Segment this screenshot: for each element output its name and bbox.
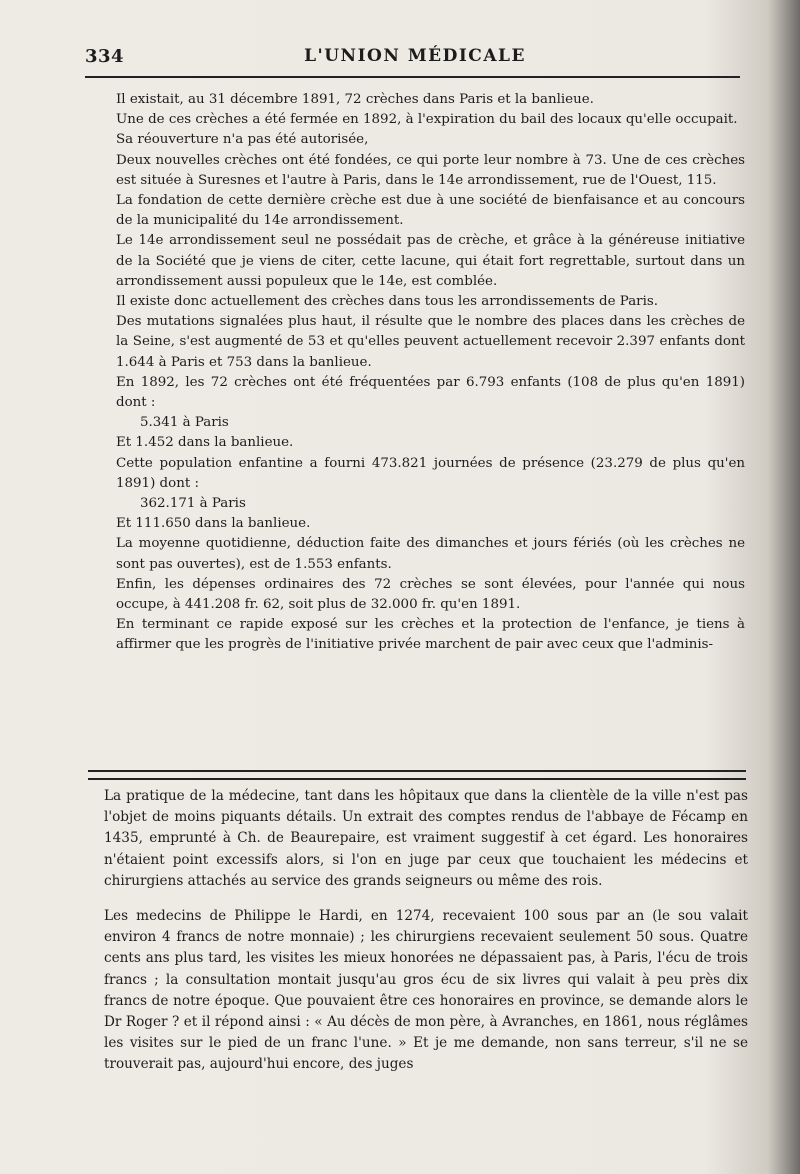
paragraph: Enfin, les dépenses ordinaires des 72 crèches se sont élevées, pour l'année qui nous occupe, à 441.208 fr. 62, soit plus de 32.000 fr. qu'en 1891. [116, 576, 745, 613]
page-number: 334 [85, 46, 125, 67]
page-header [85, 44, 745, 74]
paragraph: Les medecins de Philippe le Hardi, en 1274, recevaient 100 sous par an (le sou valait environ 4 francs de notre monnaie) ; les chirurgiens recevaient seulement 50 sous. Quatre cents ans plus tard, les visites les mieux honorées ne dépassaient pas, à Paris, l'écu de trois francs ; la consultation montait jusqu'au gros écu de six livres qui valait à peu près dix francs de notre époque. Que pouvaient être ces honoraires en province, se demande alors le Dr Roger ? et il répond ainsi : « Au décès de mon père, à Avranches, en 1861, nous réglâmes les visites sur le pied de un franc l'une. » Et je me demande, non sans terreur, s'il ne se trouverait pas, aujourd'hui encore, des juges [104, 908, 748, 1073]
paragraph: Il existait, au 31 décembre 1891, 72 crèches dans Paris et la banlieue. [116, 92, 594, 107]
list-item: 5.341 à Paris [140, 415, 229, 431]
header-rule [85, 76, 740, 78]
paragraph: Sa réouverture n'a pas été autorisée, [116, 132, 369, 148]
running-title: L'UNION MÉDICALE [304, 46, 526, 66]
paragraph: Des mutations signalées plus haut, il résulte que le nombre des places dans les crèches de la Seine, s'est augmenté de 53 et qu'elles peuvent actuellement recevoir 2.397 enfants dont 1.644 à Paris et 753 dans la banlieue. [116, 314, 745, 370]
paragraph: Il existe donc actuellement des crèches dans tous les arrondissements de Paris. [116, 294, 658, 310]
list-item: Et 111.650 dans la banlieue. [116, 516, 311, 532]
paragraph: La moyenne quotidienne, déduction faite des dimanches et jours fériés (où les crèches ne sont pas ouvertes), est de 1.553 enfants. [116, 536, 745, 572]
paragraph: Une de ces crèches a été fermée en 1892, à l'expiration du bail des locaux qu'elle occupait. [116, 112, 738, 128]
list-item: 362.171 à Paris [140, 496, 246, 512]
paragraph: Deux nouvelles crèches ont été fondées, ce qui porte leur nombre à 73. Une de ces crèches est située à Suresnes et l'autre à Paris, dans le 14e arrondissement, rue de l'Ouest, 115. [116, 152, 745, 188]
paragraph: Cette population enfantine a fourni 473.821 journées de présence (23.279 de plus qu'en 1891) dont : [116, 455, 745, 491]
main-text [100, 90, 745, 656]
paragraph: La fondation de cette dernière crèche est due à une société de bienfaisance et au concours de la municipalité du 14e arrondissement. [116, 193, 745, 229]
paragraph: En 1892, les 72 crèches ont été fréquentées par 6.793 enfants (108 de plus qu'en 1891) dont : [116, 374, 745, 411]
feuilleton-divider [88, 770, 746, 780]
feuilleton-text [104, 786, 748, 1086]
paragraph: Le 14e arrondissement seul ne possédait pas de crèche, et grâce à la généreuse initiative de la Société que je viens de citer, cette lacune, qui était fort regrettable, surtout dans un arrondissement aussi populeux que le 14e, est comblée. [116, 233, 745, 289]
paragraph: La pratique de la médecine, tant dans les hôpitaux que dans la clientèle de la ville n'est pas l'objet de moins piquants détails. Un extrait des comptes rendus de l'abbaye de Fécamp en 1435, emprunté à Ch. de Beaurepaire, est vraiment suggestif à cet égard. Les honoraires n'étaient point excessifs alors, si l'on en juge par ceux que touchaient les médecins et chirurgiens attachés au service des grands seigneurs ou même des rois. [104, 788, 748, 889]
list-item: Et 1.452 dans la banlieue. [116, 435, 294, 451]
paragraph: En terminant ce rapide exposé sur les crèches et la protection de l'enfance, je tiens à affirmer que les progrès de l'initiative privée marchent de pair avec ceux que l'adminis- [116, 617, 745, 653]
